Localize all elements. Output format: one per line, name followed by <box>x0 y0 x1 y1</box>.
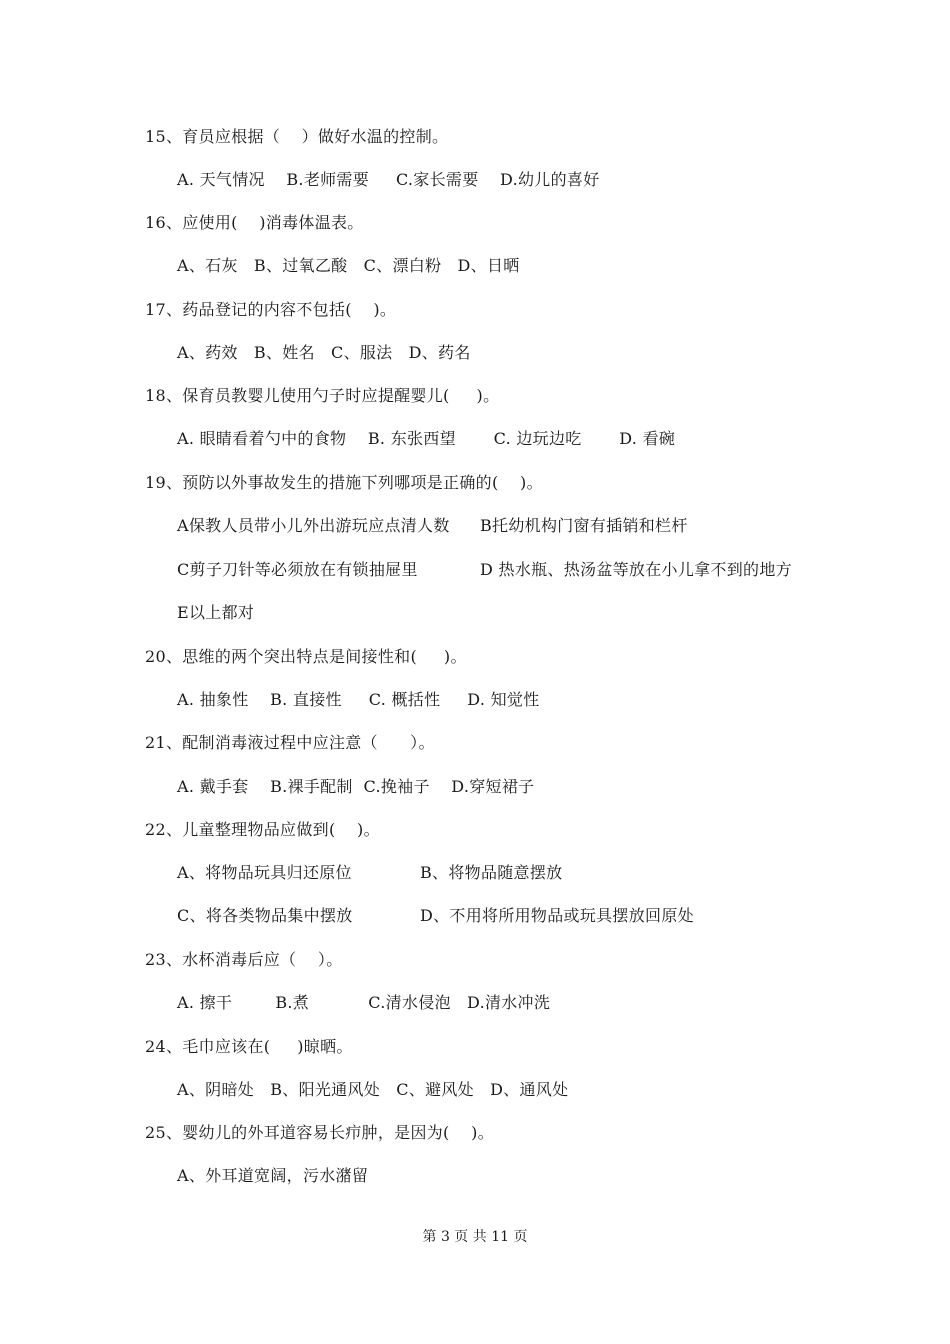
question-21-options: A. 戴手套 B.裸手配制 C.挽袖子 D.穿短裙子 <box>177 777 535 796</box>
question-18: 18、保育员教婴儿使用勺子时应提醒婴儿( )。 <box>145 386 500 405</box>
question-25: 25、婴幼儿的外耳道容易长疖肿，是因为( )。 <box>145 1123 494 1142</box>
question-19-option-e: E以上都对 <box>177 603 255 622</box>
question-19-option-d: D 热水瓶、热汤盆等放在小儿拿不到的地方 <box>480 560 792 579</box>
question-21: 21、配制消毒液过程中应注意（ ）。 <box>145 733 435 752</box>
question-19-option-a: A保教人员带小儿外出游玩应点清人数 <box>177 516 450 535</box>
question-22-option-a: A、将物品玩具归还原位 <box>177 863 352 882</box>
question-22: 22、儿童整理物品应做到( )。 <box>145 820 380 839</box>
question-17-options: A、药效 B、姓名 C、服法 D、药名 <box>177 343 471 362</box>
question-20-options: A. 抽象性 B. 直接性 C. 概括性 D. 知觉性 <box>177 690 540 709</box>
question-15-options: A. 天气情况 B.老师需要 C.家长需要 D.幼儿的喜好 <box>177 170 600 189</box>
question-22-option-b: B、将物品随意摆放 <box>420 863 563 882</box>
question-17: 17、药品登记的内容不包括( )。 <box>145 300 397 319</box>
question-24: 24、毛巾应该在( )晾晒。 <box>145 1037 353 1056</box>
question-24-options: A、阴暗处 B、阳光通风处 C、避风处 D、通风处 <box>177 1080 569 1099</box>
question-16-options: A、石灰 B、过氧乙酸 C、漂白粉 D、日晒 <box>177 256 520 275</box>
question-25-option-a: A、外耳道宽阔，污水潴留 <box>177 1166 369 1185</box>
question-22-option-c: C、将各类物品集中摆放 <box>177 906 353 925</box>
question-20: 20、思维的两个突出特点是间接性和( )。 <box>145 647 467 666</box>
question-16: 16、应使用( )消毒体温表。 <box>145 213 364 232</box>
question-19-option-b: B托幼机构门窗有插销和栏杆 <box>480 516 688 535</box>
question-15: 15、育员应根据（ ）做好水温的控制。 <box>145 127 449 146</box>
question-22-option-d: D、不用将所用物品或玩具摆放回原处 <box>420 906 694 925</box>
question-19-option-c: C剪子刀针等必须放在有锁抽屉里 <box>177 560 418 579</box>
question-23-options: A. 擦干 B.煮 C.清水侵泡 D.清水冲洗 <box>177 993 551 1012</box>
question-19: 19、预防以外事故发生的措施下列哪项是正确的( )。 <box>145 473 543 492</box>
page-footer: 第 3 页 共 11 页 <box>422 1229 528 1245</box>
question-18-options: A. 眼睛看着勺中的食物 B. 东张西望 C. 边玩边吃 D. 看碗 <box>177 429 676 448</box>
question-23: 23、水杯消毒后应（ ）。 <box>145 950 343 969</box>
